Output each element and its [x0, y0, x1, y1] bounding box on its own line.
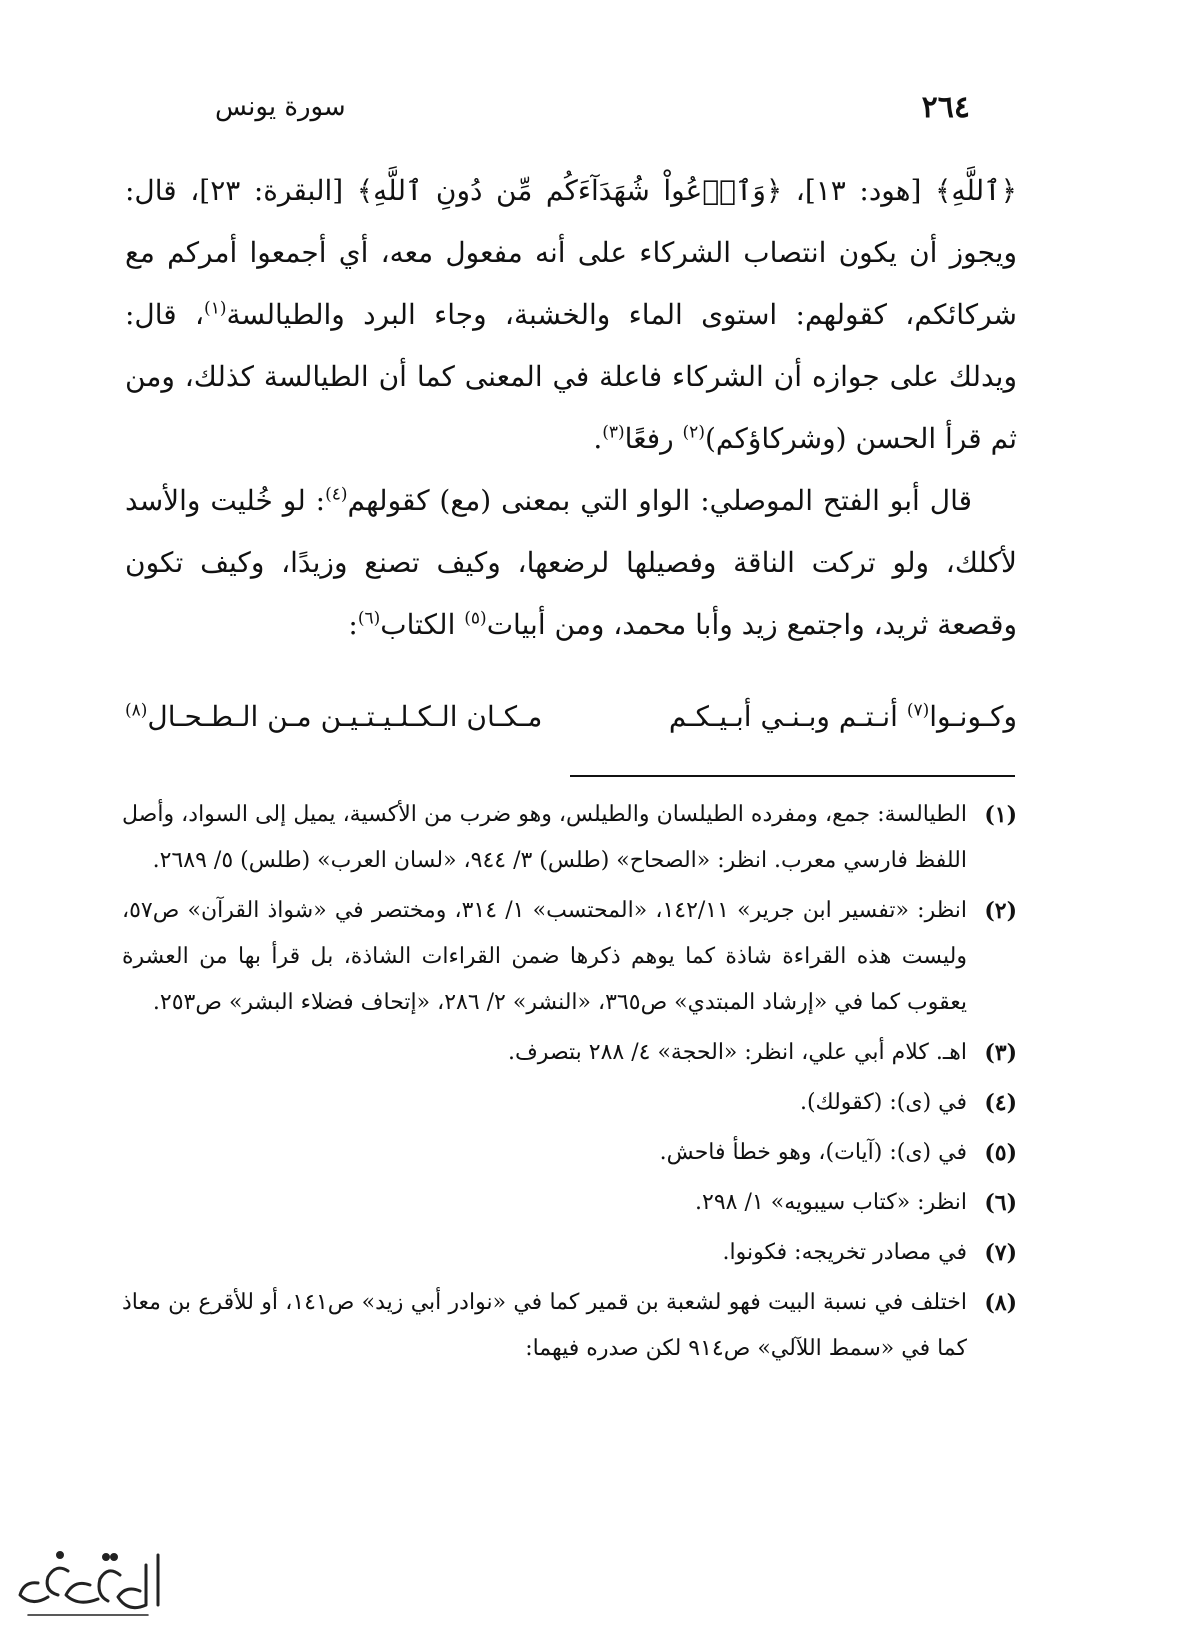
- footnote-number: (٨): [984, 1290, 1017, 1316]
- footnote-number: (١): [984, 802, 1017, 828]
- footnote-number: (٥): [984, 1140, 1017, 1166]
- footnote-5: [122, 1130, 1017, 1176]
- footnote-ref-6[interactable]: (٦): [357, 608, 381, 629]
- paragraph-1-part-2: ، قال: ويدلك على جوازه أن الشركاء فاعلة في المعنى كما أن الطيالسة كذلك، ومن ثم قرأ الحسن (وشركاؤكم): [125, 298, 1017, 455]
- poetry-verse: [125, 686, 1017, 748]
- page-header: [215, 82, 970, 132]
- verse-first-rest: أنـتـم وبـنـي أبـيـكـم: [668, 700, 907, 733]
- paragraph-2-part-4: :: [348, 608, 358, 641]
- paragraph-2-part-3: الكتاب: [380, 608, 465, 641]
- footnote-1: [122, 792, 1017, 884]
- paragraph-2-part-1: قال أبو الفتح الموصلي: الواو التي بمعنى (مع) كقولهم: [347, 484, 972, 517]
- footnote-ref-2[interactable]: (٢): [682, 422, 705, 443]
- paragraph-1-part-4: .: [593, 422, 603, 455]
- footnote-6: [122, 1180, 1017, 1226]
- verse-first-hemistich: [669, 686, 1017, 748]
- verse-second-hemistich: [125, 686, 542, 748]
- footnote-text: اختلف في نسبة البيت فهو لشعبة بن قمير كما في «نوادر أبي زيد» ص١٤١، أو للأقرع بن معاذ كما في «سمط اللآلي» ص٩١٤ لكن صدره فيهما:: [122, 1290, 967, 1361]
- footnote-number: (٢): [984, 898, 1017, 924]
- footnote-ref-1[interactable]: (١): [204, 298, 227, 319]
- footnote-ref-7[interactable]: (٧): [906, 700, 930, 721]
- verse-second-text: مـكـان الـكـلـيـتـيـن مـن الـطـحـال: [147, 700, 543, 733]
- paragraph-1-part-1: ﴿ٱللَّهِ﴾ [هود: ١٣]، ﴿وَٱدۡعُواْ شُهَدَآءَكُم مِّن دُونِ ٱللَّهِ﴾ [البقرة: ٢٣]، قال: ويجوز أن يكون انتصاب الشركاء على أنه مفعول معه، أي أجمعوا أمركم مع شركائكم، كقولهم: استوى الماء والخشبة، وجاء البرد والطيالسة: [125, 174, 1018, 331]
- footnote-4: [122, 1080, 1017, 1126]
- footnote-text: انظر: «تفسير ابن جرير» ١٤٢/١١، «المحتسب» ١/ ٣١٤، ومختصر في «شواذ القرآن» ص٥٧، وليست هذه القراءة شاذة كما يوهم ذكرها ضمن القراءات الشاذة، بل قرأ بها من العشرة يعقوب كما في «إرشاد المبتدي» ص٣٦٥، «النشر» ٢/ ٢٨٦، «إتحاف فضلاء البشر» ص٢٥٣.: [122, 898, 968, 1015]
- footnote-text: في (ى): (آيات)، وهو خطأ فاحش.: [659, 1140, 967, 1165]
- footnote-ref-4[interactable]: (٤): [325, 484, 348, 505]
- footnote-text: اهـ. كلام أبي علي، انظر: «الحجة» ٤/ ٢٨٨ بتصرف.: [508, 1040, 967, 1065]
- footnote-2: [122, 888, 1017, 1026]
- footnote-number: (٤): [984, 1090, 1017, 1116]
- footnote-divider: [570, 775, 1015, 777]
- watermark-logo: [8, 1535, 168, 1635]
- paragraph-2: [125, 470, 1017, 656]
- main-text: [125, 160, 1017, 656]
- paragraph-1: [125, 160, 1017, 470]
- footnote-ref-3[interactable]: (٣): [602, 422, 625, 443]
- footnote-3: [122, 1030, 1017, 1076]
- page-number: ٢٦٤: [921, 89, 970, 125]
- footnote-text: في مصادر تخريجه: فكونوا.: [722, 1240, 967, 1265]
- footnote-number: (٧): [984, 1240, 1017, 1266]
- running-title: سورة يونس: [215, 92, 346, 122]
- footnote-text: الطيالسة: جمع، ومفرده الطيلسان والطيلس، وهو ضرب من الأكسية، يميل إلى السواد، وأصل اللفظ فارسي معرب. انظر: «الصحاح» (طلس) ٣/ ٩٤٤، «لسان العرب» (طلس) ٥/ ٢٦٨٩.: [122, 802, 967, 873]
- footnote-8: [122, 1280, 1017, 1372]
- footnote-ref-8[interactable]: (٨): [125, 700, 148, 721]
- footnote-number: (٦): [984, 1190, 1017, 1216]
- footnote-7: [122, 1230, 1017, 1276]
- footnote-text: في (ى): (كقولك).: [799, 1090, 967, 1115]
- paragraph-2-part-2: : لو خُليت والأسد لأكلك، ولو تركت الناقة وفصيلها لرضعها، وكيف تصنع وزيدًا، وكيف تكون وقصعة ثريد، واجتمع زيد وأبا محمد، ومن أبيات: [125, 484, 1017, 641]
- footnotes: [122, 792, 1017, 1376]
- footnote-ref-5[interactable]: (٥): [464, 608, 487, 629]
- footnote-number: (٣): [984, 1040, 1017, 1066]
- footnote-text: انظر: «كتاب سيبويه» ١/ ٢٩٨.: [695, 1190, 967, 1215]
- paragraph-1-part-3: رفعًا: [624, 422, 683, 455]
- verse-first-word: وكـونـوا: [929, 700, 1017, 733]
